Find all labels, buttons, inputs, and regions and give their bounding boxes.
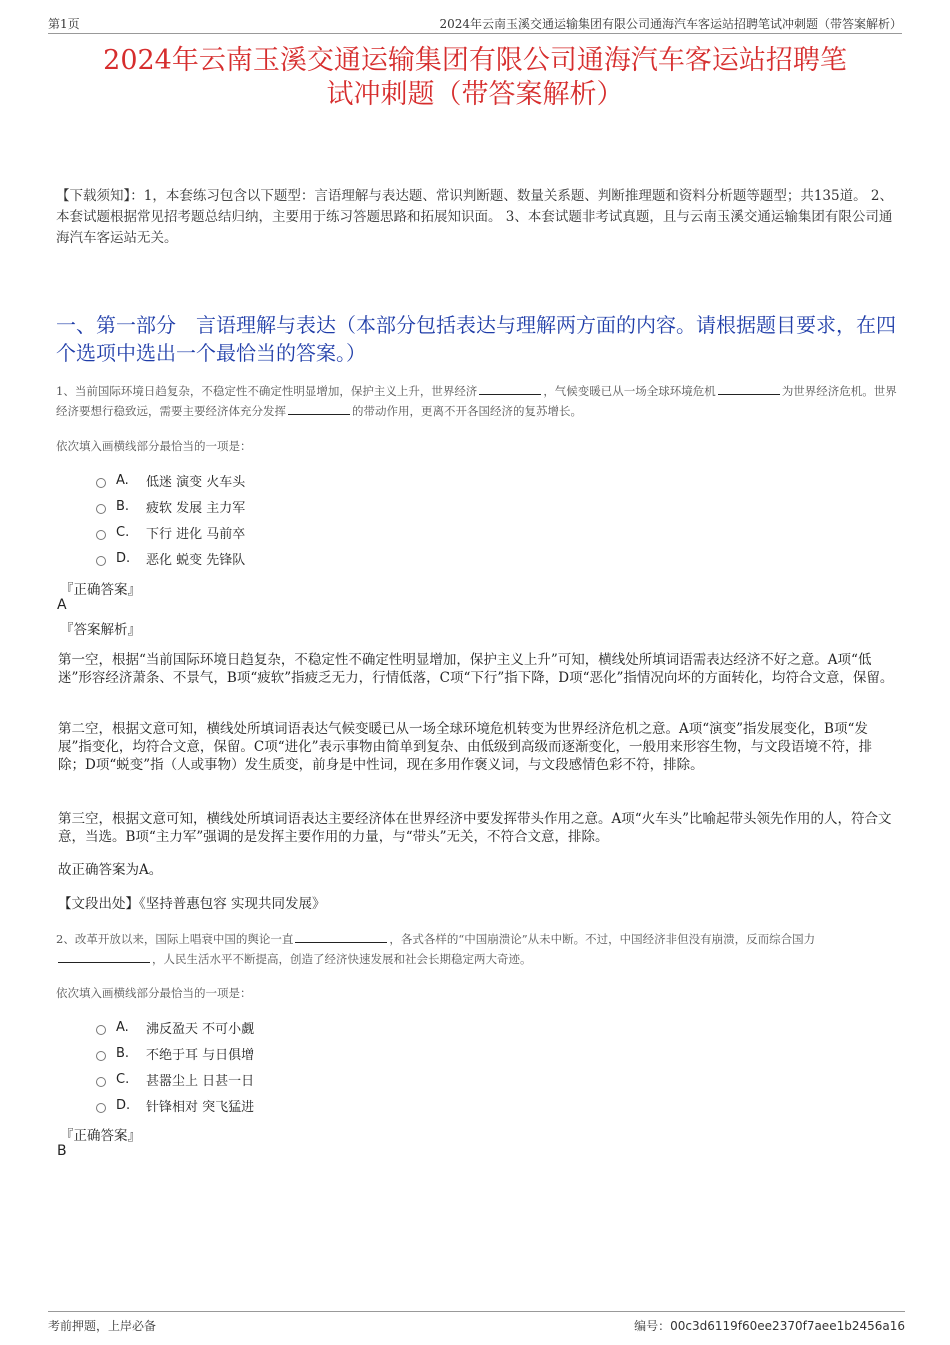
radio-icon[interactable] [96,478,106,488]
q2-instruction: 依次填入画横线部分最恰当的一项是： [56,986,252,1000]
header-doc-title: 2024年云南玉溪交通运输集团有限公司通海汽车客运站招聘笔试冲刺题（带答案解析） [439,17,902,31]
radio-icon[interactable] [96,504,106,514]
q1-blank-2 [718,382,780,395]
q1-blank-1 [479,382,541,395]
q1-analysis-4: 故正确答案为A。 [58,862,163,878]
q2-answer-label: 『正确答案』 [60,1128,141,1144]
q2-answer: B [57,1143,67,1159]
radio-icon[interactable] [96,556,106,566]
radio-icon[interactable] [96,530,106,540]
q2-option-c[interactable]: C. 甚嚣尘上 日甚一日 [96,1066,254,1092]
q1-text-1: 1、当前国际环境日趋复杂，不稳定性不确定性明显增加，保护主义上升，世界经济 [56,384,478,398]
q1-analysis-3: 第三空，根据文意可知，横线处所填词语表达主要经济体在世界经济中要发挥带头作用之意。A项“火车头”比喻起带头领先作用的人，符合文意，当选。B项“主力军”强调的是发挥主要作用的力量，与“带头”无关，不符合文意，排除。 [58,811,892,845]
q1-text-2: ，气候变暖已从一场全球环境危机 [543,384,716,398]
q1-option-c[interactable]: C. 下行 进化 马前卒 [96,519,245,545]
q2-option-b[interactable]: B. 不绝于耳 与日俱增 [96,1040,254,1066]
q1-source: 【文段出处】《坚持普惠包容 实现共同发展》 [58,896,326,912]
q1-analysis-2: 第二空，根据文意可知，横线处所填词语表达气候变暖已从一场全球环境危机转变为世界经济危机之意。A项“演变”指发展变化，B项“发展”指变化，均符合文意，保留。C项“进化”表示事物由简单到复杂、由低级到高级而逐渐变化，一般用来形容生物，与文段语境不符，排除；D项“蜕变”指（人或事物）发生质变，前身是中性词，现在多用作褒义词，与文段感情色彩不符，排除。 [58,721,873,773]
q1-instruction: 依次填入画横线部分最恰当的一项是： [56,439,252,453]
q1-answer: A [57,597,67,613]
page-number: 第1页 [48,17,80,31]
q1-options [96,467,245,571]
download-notice: 【下载须知】：1，本套练习包含以下题型：言语理解与表达题、常识判断题、数量关系题、判断推理题和资料分析题等题型；共135道。 2、本套试题根据常见招考题总结归纳，主要用于练习答题思路和拓展知识面。 3、本套试题非考试真题，且与云南玉溪交通运输集团有限公司通海汽车客运站无关。 [56,188,893,246]
document-title [50,44,900,112]
q1-analysis-label: 『答案解析』 [60,622,141,638]
q1-analysis-1: 第一空，根据“当前国际环境日趋复杂，不稳定性不确定性明显增加，保护主义上升”可知，横线处所填词语需表达经济不好之意。A项“低迷”形容经济萧条、不景气，B项“疲软”指疲乏无力，行情低落，C项“下行”指下降，D项“恶化”指情况向坏的方面转化，均符合文意，保留。 [58,652,894,686]
footer-code: 00c3d6119f60ee2370f7aee1b2456a16 [670,1319,905,1333]
footer-code-label: 编号： [634,1319,671,1333]
radio-icon[interactable] [96,1051,106,1061]
q1-option-a[interactable]: A. 低迷 演变 火车头 [96,467,245,493]
q2-text-3: ，人民生活水平不断提高，创造了经济快速发展和社会长期稳定两大奇迹。 [152,952,532,966]
section-heading: 一、第一部分 言语理解与表达（本部分包括表达与理解两方面的内容。请根据题目要求，在四个选项中选出一个最恰当的答案。） [56,313,896,365]
q2-option-a[interactable]: A. 沸反盈天 不可小觑 [96,1014,254,1040]
radio-icon[interactable] [96,1025,106,1035]
footer-slogan: 考前押题，上岸必备 [48,1319,157,1333]
radio-icon[interactable] [96,1077,106,1087]
question-2-stem [56,929,900,969]
title-line-1: 2024年云南玉溪交通运输集团有限公司通海汽车客运站招聘笔 [103,45,847,76]
radio-icon[interactable] [96,1103,106,1113]
q2-blank-1 [295,930,387,943]
q2-option-d[interactable]: D. 针锋相对 突飞猛进 [96,1092,254,1118]
question-1-stem [56,381,900,421]
q1-text-3: 为世界经济危机。世界经济要想行稳致远，需要主要经济体充分发挥 [56,384,897,418]
q1-blank-3 [288,402,350,415]
q1-text-4: 的带动作用，更离不开各国经济的复苏增长。 [352,404,582,418]
q1-option-b[interactable]: B. 疲软 发展 主力军 [96,493,245,519]
page-header [48,15,902,34]
q2-text-1: 2、改革开放以来，国际上唱衰中国的舆论一直 [56,932,294,946]
q2-text-2: ，各式各样的“中国崩溃论”从未中断。不过，中国经济非但没有崩溃，反而综合国力 [389,932,816,946]
footer-code-block [634,1317,905,1334]
q2-options [96,1014,254,1118]
q1-answer-label: 『正确答案』 [60,582,141,598]
title-line-2: 试冲刺题（带答案解析） [326,79,624,110]
page-footer [48,1311,905,1336]
q2-blank-2 [58,950,150,963]
q1-option-d[interactable]: D. 恶化 蜕变 先锋队 [96,545,245,571]
